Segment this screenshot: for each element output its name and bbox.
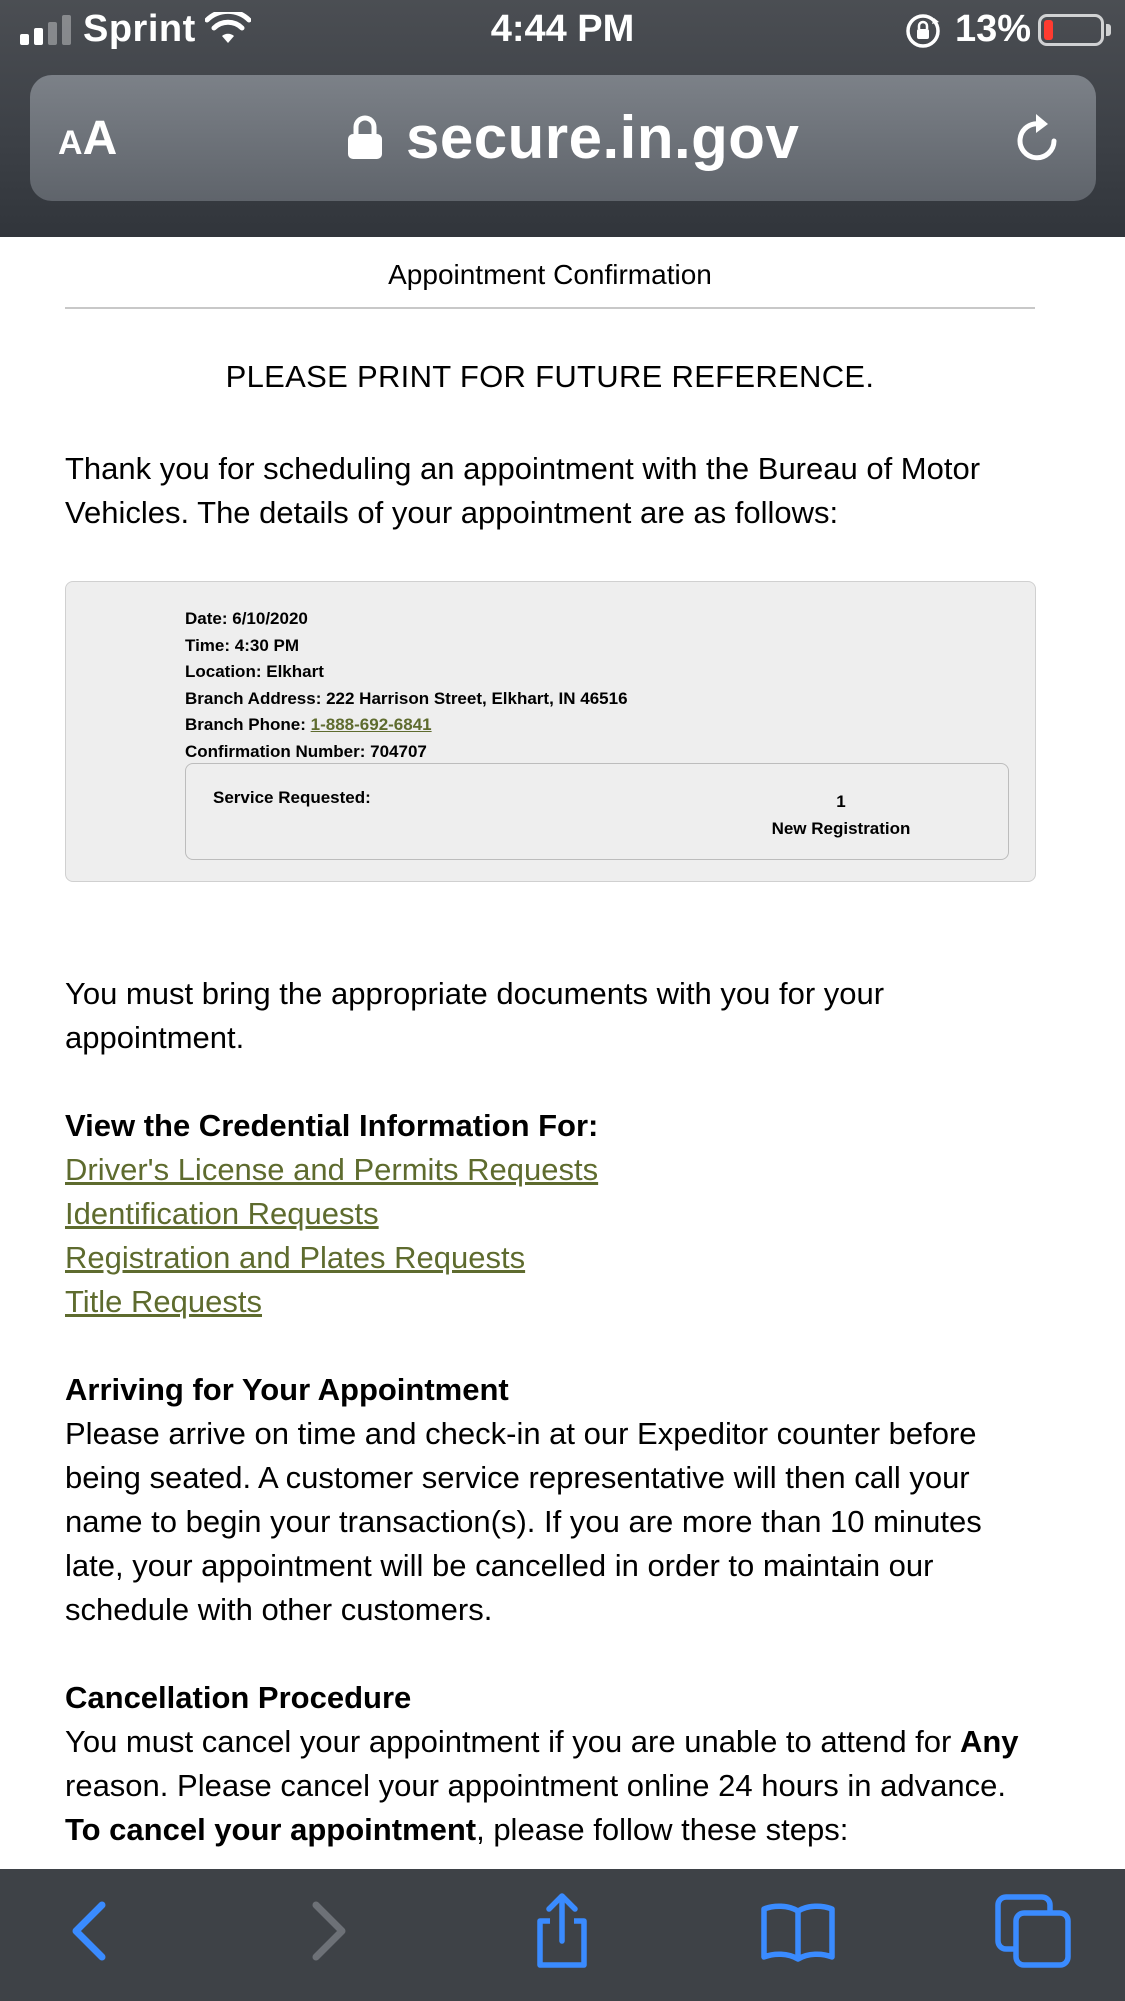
intro-text: Thank you for scheduling an appointment with the Bureau of Motor Vehicles. The details of your appointment are as follows: [65,451,981,530]
service-requested-box [185,763,1009,860]
service-value [726,788,956,842]
link-registration-plates[interactable]: Registration and Plates Requests [65,1240,526,1275]
link-drivers-license[interactable]: Driver's License and Permits Requests [65,1152,599,1187]
service-label: Service Requested: [213,788,371,807]
text-size-button[interactable]: AA [58,112,118,165]
share-icon[interactable] [522,1891,602,1971]
chevron-right-icon[interactable] [286,1891,366,1971]
cancellation-heading: Cancellation Procedure [65,1680,412,1715]
reload-icon[interactable] [1012,111,1064,167]
time-row: Time: 4:30 PM [185,635,300,655]
page-title: Appointment Confirmation [388,259,712,290]
service-count: 1 [836,792,846,811]
status-bar [0,0,1125,62]
confirmation-row: Confirmation Number: 704707 [185,741,427,761]
status-time: 4:44 PM [490,8,635,50]
location-row: Location: Elkhart [185,662,324,681]
browser-top-chrome [0,0,1125,237]
credentials-heading: View the Credential Information For: [65,1108,599,1143]
print-note: PLEASE PRINT FOR FUTURE REFERENCE. [225,359,875,394]
service-name: New Registration [771,819,911,838]
appointment-details-box [65,581,1036,882]
page-content [65,237,1035,1852]
cancellation-section [65,1676,1035,1852]
link-identification[interactable]: Identification Requests [65,1196,379,1231]
cancel-steps-intro: To cancel your appointment, please follow these steps: [65,1812,849,1847]
url-text[interactable]: secure.in.gov [406,104,800,171]
cancellation-text: You must cancel your appointment if you are unable to attend for Any reason. Please cancel your appointment online 24 hours in advance. [65,1724,1019,1803]
date-row: Date: 6/10/2020 [185,609,308,628]
browser-toolbar [0,1869,1125,2001]
battery-icon [1038,14,1104,46]
tabs-icon[interactable] [994,1891,1074,1971]
arriving-section [65,1368,1035,1632]
book-icon[interactable] [758,1891,838,1971]
carrier-name: Sprint [83,8,196,50]
branch-phone-link[interactable]: 1-888-692-6841 [310,715,432,734]
lock-icon [348,115,382,159]
address-bar[interactable] [30,75,1096,201]
phone-row: Branch Phone: 1-888-692-6841 [185,715,432,734]
appointment-details [185,606,628,765]
battery-percent: 13% [955,8,1032,50]
documents-note: You must bring the appropriate documents with you for your appointment. [65,976,885,1055]
battery-tip [1106,24,1111,36]
title-divider [65,307,1035,309]
credential-section [65,1104,1035,1324]
arriving-heading: Arriving for Your Appointment [65,1372,509,1407]
address-row: Branch Address: 222 Harrison Street, Elkhart, IN 46516 [185,688,628,708]
rotation-lock-icon [904,12,942,50]
chevron-left-icon[interactable] [52,1891,132,1971]
link-title[interactable]: Title Requests [65,1284,262,1319]
arriving-text: Please arrive on time and check-in at our Expeditor counter before being seated. A customer service representative will then call your name to begin your transaction(s). If you are more than 10 minutes late, your appointment will be cancelled in order to maintain our schedule with other customers. [65,1416,982,1627]
